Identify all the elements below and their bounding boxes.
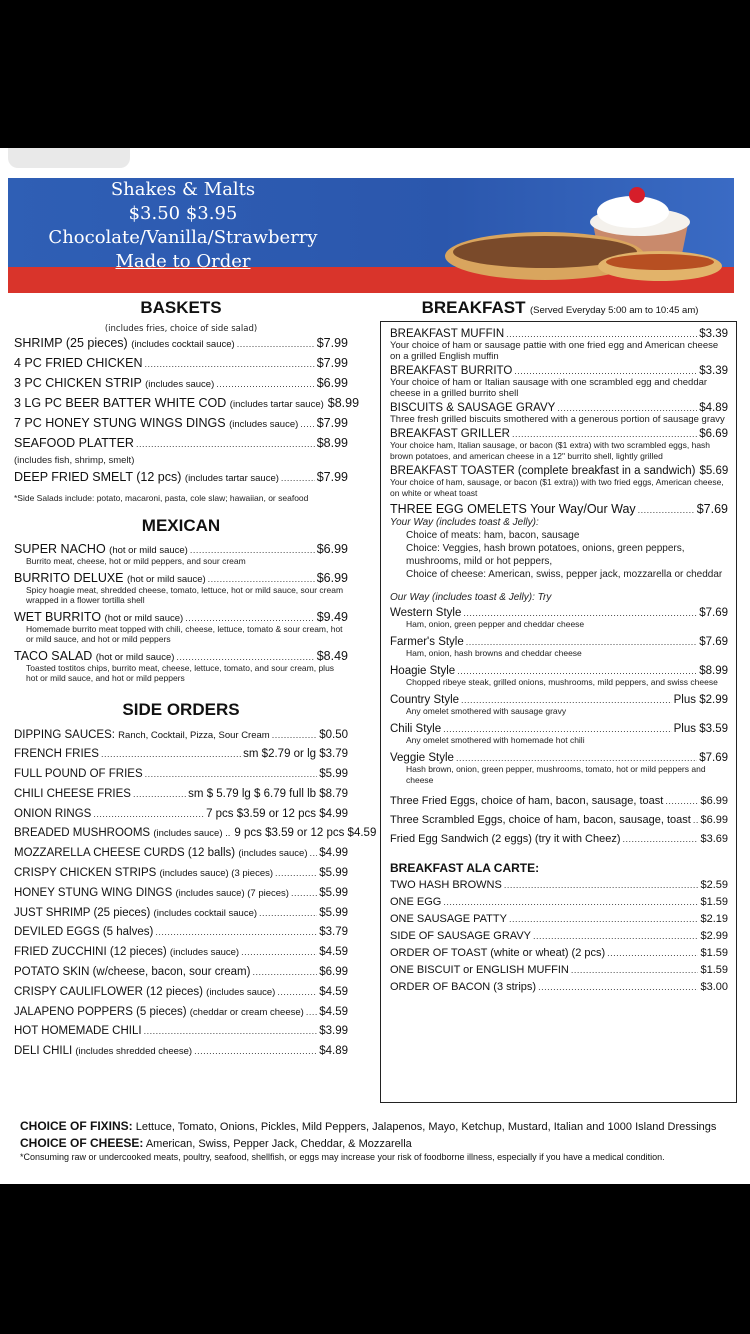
footer [20, 1118, 732, 1162]
omelets-price: $7.69 [696, 502, 728, 516]
item-name: CRISPY CAULIFLOWER (12 pieces) [14, 985, 203, 998]
item-description: Any omelet smothered with homemade hot chili [406, 735, 585, 745]
item-name: CHILI CHEESE FRIES [14, 787, 131, 800]
omelets-row [390, 502, 728, 516]
fixins-label: CHOICE OF FIXINS: [20, 1119, 133, 1133]
item-price: $3.00 [700, 981, 728, 993]
item-price: $5.99 [319, 867, 348, 880]
item-detail: (includes cocktail sauce) [131, 339, 235, 350]
item-detail: (hot or mild sauce) [104, 612, 184, 624]
menu-item-row [390, 928, 728, 945]
item-detail: (includes shredded cheese) [75, 1046, 193, 1058]
item-price: $5.99 [319, 906, 348, 919]
menu-item-row [14, 1022, 348, 1042]
item-description: Ham, onion, hash browns and cheddar cheese [406, 648, 582, 658]
menu-item-row [14, 765, 348, 785]
item-detail: (hot or mild sauce) [95, 651, 175, 663]
item-name: TACO SALAD [14, 648, 93, 663]
menu-item-row [390, 428, 728, 440]
menu-item-row [14, 334, 348, 354]
item-price: $5.69 [699, 465, 729, 477]
menu-item-row [14, 904, 348, 924]
menu-page [0, 148, 750, 1184]
menu-item-row [14, 1003, 348, 1023]
item-description: Toasted tostitos chips, burrito meat, cheese, lettuce, tomato, and sour cream, plus hot or mild sauce, and hot or mild peppers [26, 662, 335, 683]
item-name: BREAKFAST TOASTER (complete breakfast in a sandwich) [390, 465, 696, 477]
menu-item-row [390, 365, 728, 377]
item-description: Burrito meat, cheese, hot or mild peppers, and sour cream [26, 556, 246, 566]
menu-item-row [14, 983, 348, 1003]
item-detail: (cheddar or cream cheese) [189, 1006, 304, 1018]
menu-item-row [390, 894, 728, 911]
item-name: SEAFOOD PLATTER [14, 436, 134, 450]
side-salads-note: *Side Salads include: potato, macaroni, pasta, cole slaw; hawaiian, or seafood [14, 493, 309, 503]
item-price: $2.99 [700, 930, 728, 942]
item-name: HOT HOMEMADE CHILI [14, 1025, 142, 1038]
cheese-text: American, Swiss, Pepper Jack, Cheddar, & Mozzarella [145, 1138, 412, 1150]
item-name: Three Scrambled Eggs, choice of ham, bacon, sausage, toast [390, 814, 691, 826]
item-price: 9 pcs $3.59 or 12 pcs $4.59 [234, 827, 377, 840]
item-name: ONION RINGS [14, 807, 92, 820]
item-name: 7 PC HONEY STUNG WINGS DINGS [14, 416, 226, 430]
menu-item-row [390, 723, 728, 735]
baskets-note: (includes fries, choice of side salad) [104, 324, 258, 334]
menu-item-row [390, 694, 728, 706]
menu-item-row [390, 465, 728, 477]
sandwich-image [440, 226, 725, 284]
menu-item-row [390, 752, 728, 764]
menu-item-row [14, 884, 348, 904]
item-name: BREADED MUSHROOMS [14, 827, 151, 840]
item-name: SIDE OF SAUSAGE GRAVY [390, 930, 531, 942]
item-name: ORDER OF TOAST (white or wheat) (2 pcs) [390, 947, 606, 959]
item-name: DELI CHILI [14, 1045, 73, 1058]
banner-text [8, 178, 358, 274]
breakfast-title: BREAKFAST [421, 298, 526, 317]
item-price: sm $2.79 or lg $3.79 [243, 748, 348, 761]
item-detail: (includes sauce) [229, 419, 299, 430]
item-name: MOZZARELLA CHEESE CURDS (12 balls) [14, 847, 236, 860]
item-description: Your choice of ham or sausage pattie with one fried egg and American cheese on a grilled English muffin [390, 340, 719, 362]
breakfast-box [380, 321, 737, 1103]
item-description: Spicy hoagie meat, shredded cheese, tomato, lettuce, hot or mild sauce, sour cream wrapped in a flower tortilla shell [26, 584, 344, 605]
item-price: $9.49 [316, 609, 348, 624]
menu-item-row [390, 979, 728, 996]
item-name: Chili Style [390, 723, 442, 735]
menu-item-row [390, 665, 728, 677]
menu-item-row [390, 877, 728, 894]
item-price: $1.59 [700, 964, 728, 976]
item-price: $7.69 [699, 752, 728, 764]
item-price: $3.79 [319, 926, 348, 939]
breakfast-header [380, 298, 740, 318]
item-name: ONE BISCUIT or ENGLISH MUFFIN [390, 964, 569, 976]
side-orders-list [14, 726, 377, 1063]
item-price: $3.69 [700, 833, 728, 845]
menu-item-row [14, 745, 348, 765]
your-way: Your Way (includes toast & Jelly): [390, 517, 539, 528]
item-price: $4.59 [319, 1005, 348, 1018]
item-price: $6.99 [316, 542, 348, 556]
item-description: Ham, onion, green pepper and cheddar cheese [406, 619, 585, 629]
item-name: Country Style [390, 694, 460, 706]
item-name: POTATO SKIN (w/cheese, bacon, sour cream) [14, 966, 251, 979]
omelet-cheese: Choice of cheese: American, swiss, pepper jack, mozzarella or cheddar [406, 569, 723, 580]
egg-items [390, 792, 728, 849]
item-price: $4.89 [319, 1045, 348, 1058]
menu-item-row [390, 607, 728, 619]
item-name: ONE SAUSAGE PATTY [390, 913, 507, 925]
item-name: BREAKFAST BURRITO [390, 365, 513, 377]
item-detail: (hot or mild sauce) [109, 545, 188, 556]
menu-item-row [390, 792, 728, 811]
item-price: $7.99 [316, 356, 348, 370]
item-description: Your choice of ham, sausage, or bacon ($1 extra)) with two fried eggs, American cheese, on white or wheat toast [390, 477, 724, 498]
item-price: $7.69 [699, 607, 728, 619]
our-way: Our Way (includes toast & Jelly): Try [390, 592, 552, 603]
menu-item-row [14, 785, 348, 805]
item-name: FULL POUND OF FRIES [14, 768, 143, 781]
item-name: BREAKFAST MUFFIN [390, 328, 505, 340]
item-price: $3.39 [699, 365, 728, 377]
item-name: Western Style [390, 607, 462, 619]
item-detail: (includes sauce) [169, 947, 240, 959]
omelet-veggies: Choice: Veggies, hash brown potatoes, onions, green peppers, mushrooms, mild or hot peppers, [406, 543, 685, 567]
item-name: HONEY STUNG WING DINGS [14, 886, 173, 899]
breakfast-items [390, 328, 728, 499]
menu-item-row [14, 394, 360, 414]
item-name: Hoagie Style [390, 665, 456, 677]
baskets-title: BASKETS [140, 298, 222, 317]
item-price: $3.99 [319, 1025, 348, 1038]
menu-item-row [390, 830, 728, 849]
menu-item-row [14, 805, 348, 825]
ala-carte-title: BREAKFAST ALA CARTE: [390, 861, 540, 875]
food-warning: *Consuming raw or undercooked meats, poultry, seafood, shellfish, or eggs may increase your risk of foodborne illness, especially if you have a medical condition. [20, 1152, 665, 1162]
menu-item-row [390, 811, 728, 830]
item-price: $0.50 [319, 728, 348, 741]
item-price: $1.59 [700, 896, 728, 908]
menu-item-row [14, 1042, 348, 1062]
menu-item-row [390, 962, 728, 979]
menu-item-row [14, 374, 348, 394]
banner-line-2: $3.50 $3.95 [128, 203, 238, 224]
item-name: JALAPENO POPPERS (5 pieces) [14, 1005, 187, 1018]
item-detail: (includes sauce) [238, 848, 308, 860]
item-name: ORDER OF BACON (3 strips) [390, 981, 537, 993]
item-detail: (includes cocktail sauce) [153, 907, 258, 919]
item-name: DIPPING SAUCES: [14, 728, 115, 741]
menu-item-row [14, 542, 348, 556]
side-orders-title: SIDE ORDERS [122, 699, 240, 719]
menu-item-row [14, 864, 348, 884]
item-detail: (includes sauce) [145, 379, 215, 390]
item-name: TWO HASH BROWNS [390, 879, 502, 891]
item-price: sm $ 5.79 lg $ 6.79 full lb $8.79 [188, 787, 348, 800]
omelet-styles [390, 607, 728, 786]
item-name: ONE EGG [390, 896, 442, 908]
shakes-banner [8, 178, 734, 293]
menu-item-row [14, 726, 348, 746]
item-name: 3 PC CHICKEN STRIP [14, 376, 142, 390]
item-detail: (includes sauce) .. [153, 828, 231, 840]
item-name: WET BURRITO [14, 609, 102, 624]
item-price: $4.99 [319, 847, 348, 860]
ala-carte-list [390, 877, 728, 996]
item-price: 7 pcs $3.59 or 12 pcs $4.99 [206, 807, 348, 820]
mexican-list [14, 542, 348, 684]
item-price: $4.59 [319, 946, 348, 959]
smelt-detail: (includes tartar sauce) [184, 473, 279, 484]
item-name: 4 PC FRIED CHICKEN [14, 356, 143, 370]
item-price: $8.99 [316, 436, 348, 450]
item-description: Homemade burrito meat topped with chili, cheese, lettuce, tomato & sour cream, hot or mild sauce, and hot or mild peppers [26, 623, 343, 644]
item-name: 3 LG PC BEER BATTER WHITE COD [14, 396, 227, 410]
item-detail: Ranch, Cocktail, Pizza, Sour Cream [118, 729, 270, 741]
menu-item-row [390, 328, 728, 340]
item-price: Plus $2.99 [673, 694, 728, 706]
item-name: SUPER NACHO [14, 542, 106, 556]
menu-item-row [14, 571, 348, 585]
item-price: $5.99 [319, 768, 348, 781]
item-price: $1.59 [700, 947, 728, 959]
item-name: BREAKFAST GRILLER [390, 428, 510, 440]
item-detail: (includes sauce) [206, 986, 276, 998]
item-price: $8.99 [699, 665, 728, 677]
smelt-price: $7.99 [316, 470, 348, 484]
item-name: Three Fried Eggs, choice of ham, bacon, sausage, toast [390, 795, 664, 807]
right-column [380, 298, 740, 318]
seafood-note: (includes fish, shrimp, smelt) [14, 455, 135, 466]
item-price: $7.69 [699, 636, 728, 648]
banner-line-1: Shakes & Malts [110, 179, 256, 200]
item-name: JUST SHRIMP (25 pieces) [14, 906, 151, 919]
item-name: Veggie Style [390, 752, 454, 764]
item-price: $6.99 [319, 966, 348, 979]
item-price: $4.59 [319, 985, 348, 998]
left-column [14, 298, 377, 1062]
menu-item-row [14, 963, 348, 983]
item-price: $6.99 [700, 795, 728, 807]
item-price: $6.99 [700, 814, 728, 826]
item-price: $3.39 [699, 328, 728, 340]
item-name: FRIED ZUCCHINI (12 pieces) [14, 946, 167, 959]
breakfast-hours: (Served Everyday 5:00 am to 10:45 am) [529, 305, 699, 316]
banner-line-4: Made to Order [115, 251, 251, 272]
menu-item-row [14, 649, 348, 663]
smelt-name: DEEP FRIED SMELT (12 pcs) [14, 470, 182, 484]
item-name: Farmer's Style [390, 636, 464, 648]
item-name: SHRIMP (25 pieces) [14, 336, 128, 350]
cheese-label: CHOICE OF CHEESE: [20, 1136, 144, 1150]
item-price: $5.99 [319, 886, 348, 899]
menu-item-row [14, 824, 377, 844]
item-description: Three fresh grilled biscuits smothered with a generous portion of sausage gravy [390, 414, 725, 425]
menu-item-row [390, 911, 728, 928]
omelet-meats: Choice of meats: ham, bacon, sausage [406, 530, 580, 541]
item-price: $7.99 [316, 416, 348, 430]
menu-item-row [14, 923, 348, 943]
item-price: $4.89 [699, 402, 728, 414]
baskets-list [14, 334, 360, 454]
item-detail: (includes sauce) (3 pieces) [159, 868, 274, 880]
item-price: $2.19 [700, 913, 728, 925]
item-price: $6.69 [699, 428, 728, 440]
item-name: BISCUITS & SAUSAGE GRAVY [390, 402, 556, 414]
menu-item-row [390, 945, 728, 962]
item-name: DEVILED EGGS (5 halves) [14, 926, 154, 939]
menu-item-row [14, 434, 348, 454]
item-price: Plus $3.59 [673, 723, 728, 735]
item-description: Your choice ham, Italian sausage, or bacon ($1 extra) with two scrambled eggs, hash brown potatoes, and american cheese in a 12" burrito shell, lightly grilled [390, 440, 711, 461]
menu-item-row [14, 354, 348, 374]
omelets-name: THREE EGG OMELETS Your Way/Our Way [390, 502, 636, 516]
item-description: Chopped ribeye steak, grilled onions, mushrooms, mild peppers, and swiss cheese [406, 677, 718, 687]
banner-line-3: Chocolate/Vanilla/Strawberry [48, 227, 318, 248]
item-description: Your choice of ham or Italian sausage with one scrambled egg and cheddar cheese in a grilled burrito shell [390, 377, 708, 399]
menu-item-row [14, 610, 348, 624]
item-name: Fried Egg Sandwich (2 eggs) (try it with Cheez) [390, 833, 621, 845]
item-price: $6.99 [316, 376, 348, 390]
mexican-title: MEXICAN [141, 516, 221, 535]
header-tab-shape [8, 148, 130, 168]
item-name: CRISPY CHICKEN STRIPS [14, 867, 157, 880]
item-name: BURRITO DELUXE [14, 570, 124, 585]
item-detail: (hot or mild sauce) [127, 573, 206, 585]
fixins-text: Lettuce, Tomato, Onions, Pickles, Mild Peppers, Jalapenos, Mayo, Ketchup, Mustard, Italian and 1000 Island Dressings [135, 1121, 717, 1133]
menu-item-row [14, 844, 348, 864]
smelt-row [14, 470, 348, 484]
item-detail: (includes tartar sauce) [229, 399, 324, 410]
item-price: $7.99 [316, 336, 348, 350]
item-name: FRENCH FRIES [14, 748, 99, 761]
item-price: $2.59 [700, 879, 728, 891]
item-description: Any omelet smothered with sausage gravy [406, 706, 567, 716]
menu-item-row [390, 636, 728, 648]
item-price: $6.99 [316, 570, 348, 585]
menu-item-row [14, 414, 348, 434]
item-price: $8.49 [316, 648, 348, 663]
item-price: $8.99 [327, 396, 360, 410]
item-detail: (includes sauce) (7 pieces) [175, 887, 289, 899]
menu-item-row [14, 943, 348, 963]
menu-item-row [390, 402, 728, 414]
item-description: Hash brown, onion, green pepper, mushrooms, tomato, hot or mild peppers and cheese [406, 764, 706, 785]
